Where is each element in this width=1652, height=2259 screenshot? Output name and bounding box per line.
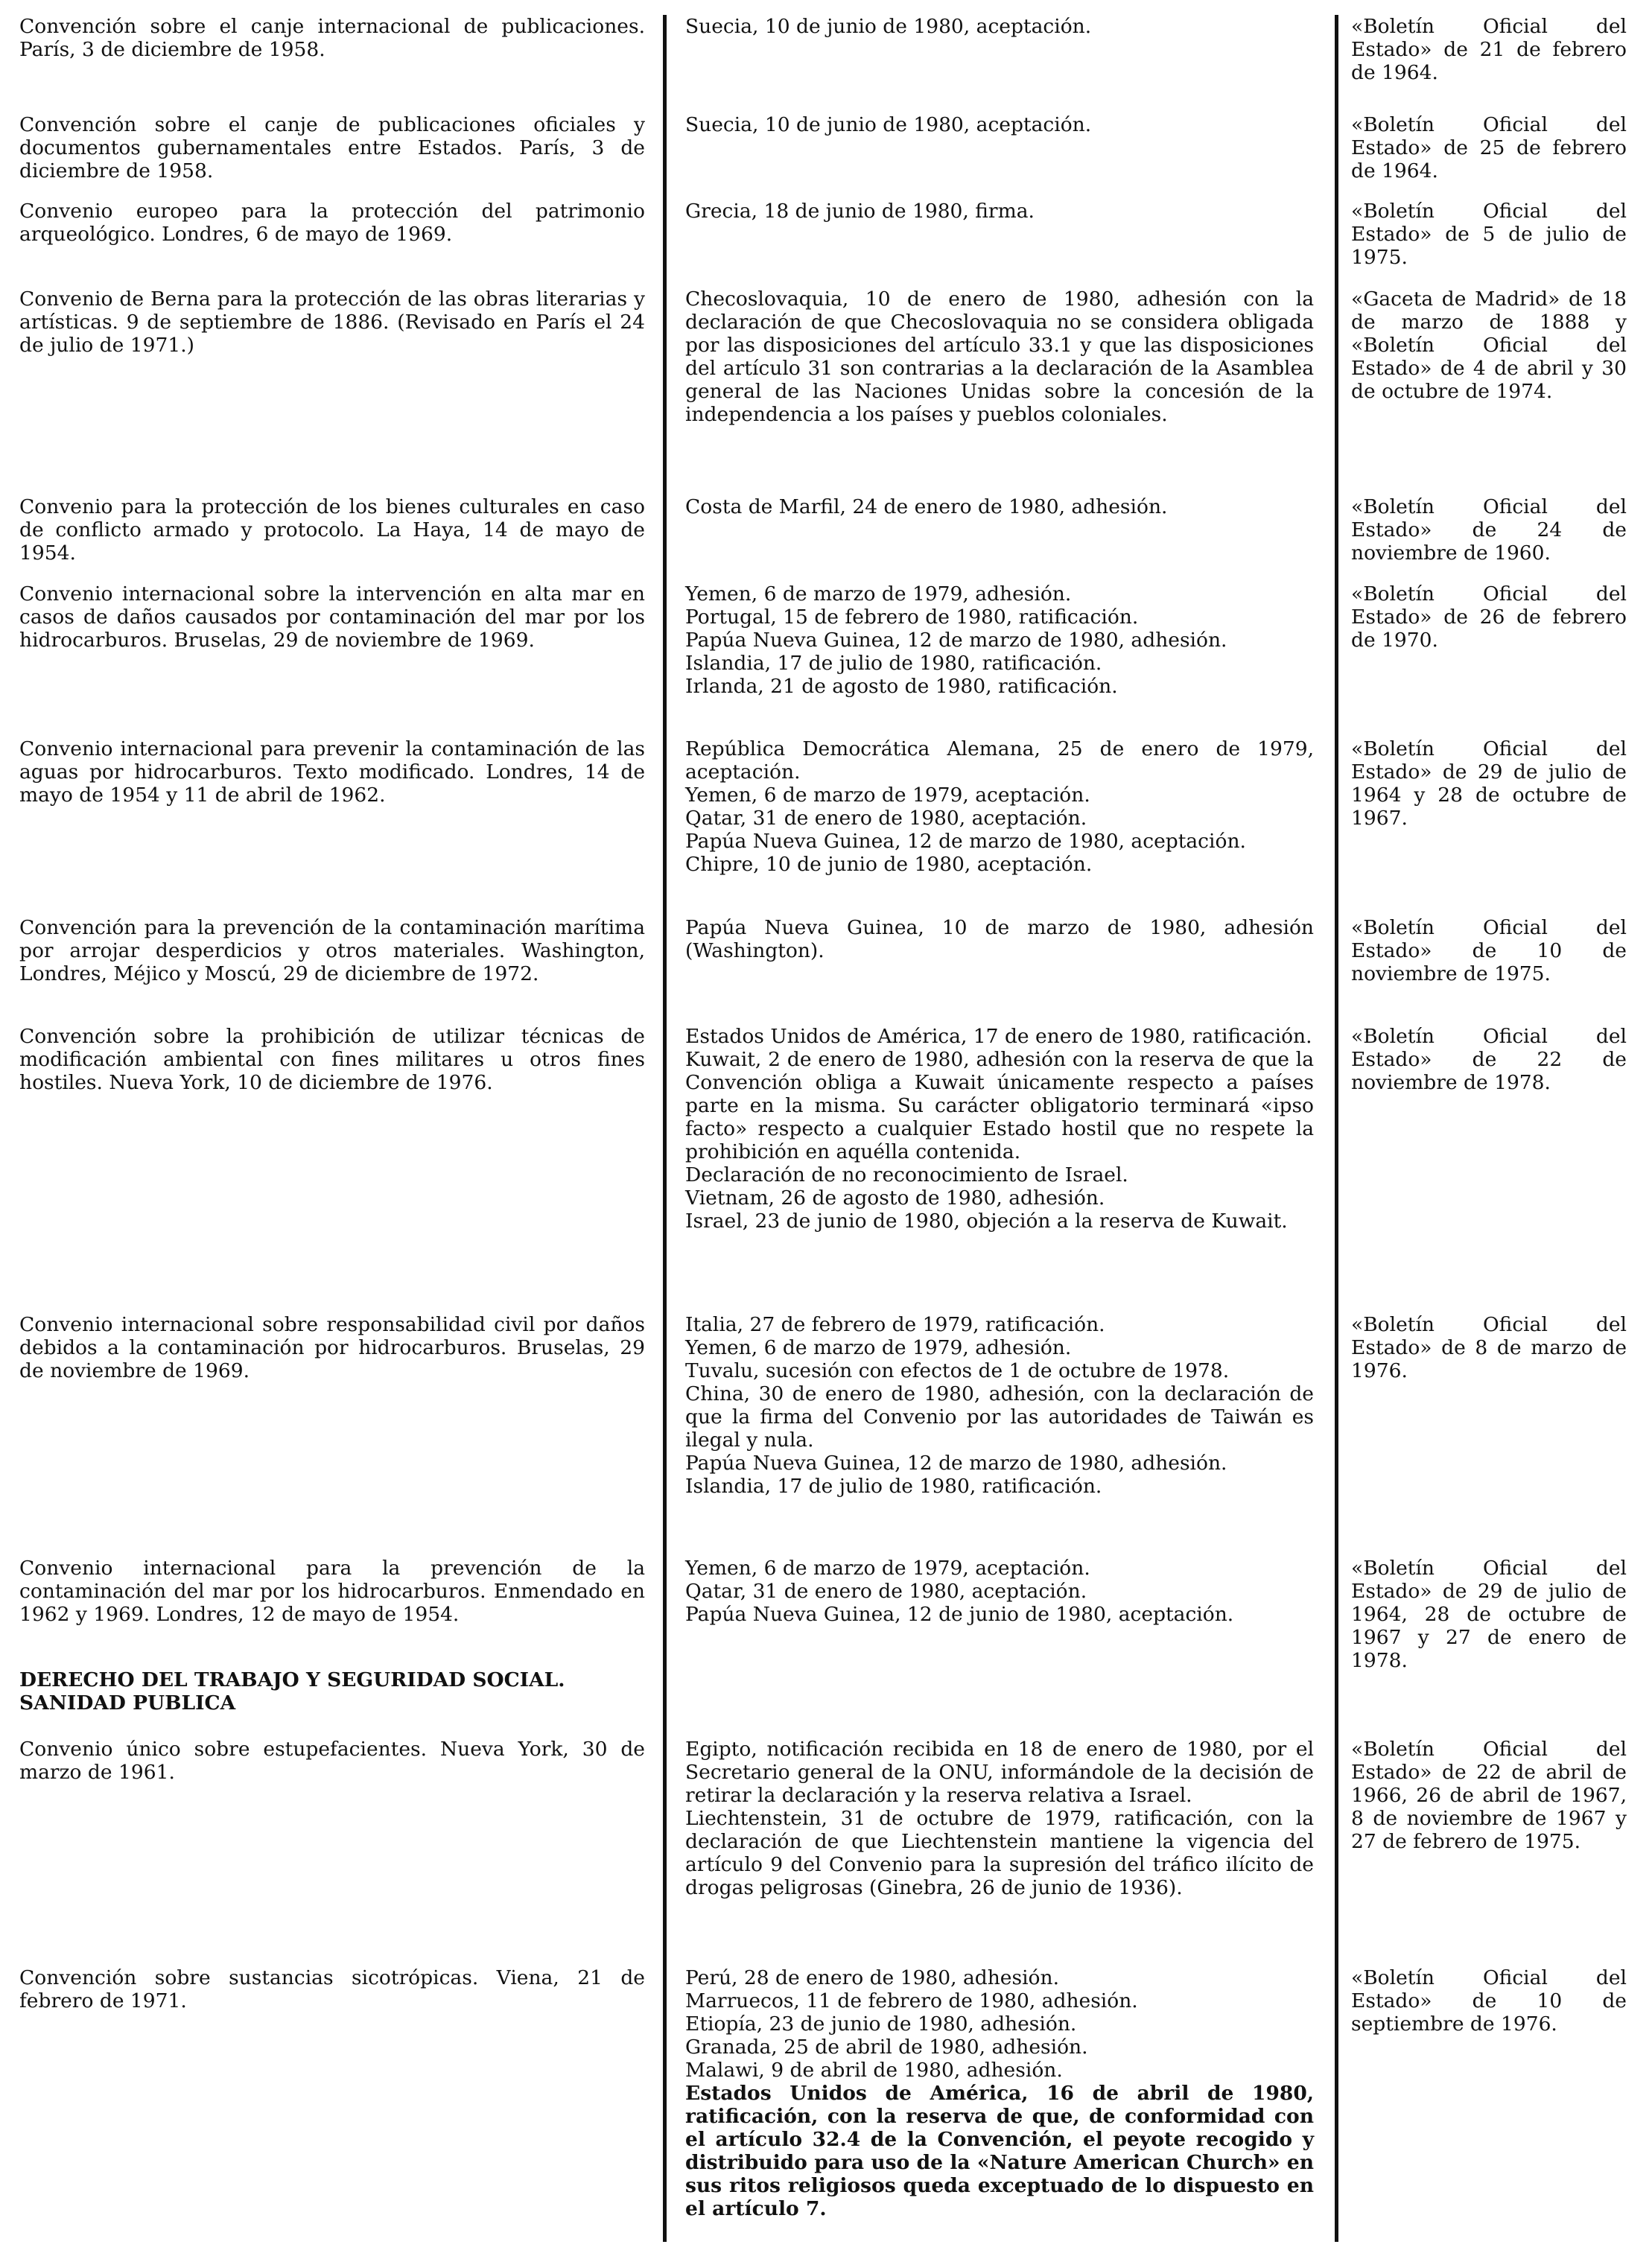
treaty-title: Convención para la prevención de la contaminación marítima por arrojar desperdicios y otros materiales. Washington, Londres, Méjico y Moscú, 29 de diciembre de 1972. [19,916,645,985]
state-action: China, 30 de enero de 1980, adhesión, con la declaración de que la firma del Convenio por las autoridades de Taiwán es ilegal y nula. [685,1382,1314,1452]
state-action: Granada, 25 de abril de 1980, adhesión. [685,2036,1088,2059]
state-action: Estados Unidos de América, 16 de abril de 1980, ratificación, con la reserva de que, de conformidad con el artículo 32.4 de la Convención, el peyote recogido y distribuido para uso de la «Nature American Church» en sus ritos religiosos queda exceptuado de lo dispuesto en el artículo 7. [685,2082,1314,2220]
treaty-title: Convención sobre el canje de publicaciones oficiales y documentos gubernamentales entre Estados. París, 3 de diciembre de 1958. [19,113,645,182]
state-action: Suecia, 10 de junio de 1980, aceptación. [685,15,1092,38]
state-action: Estados Unidos de América, 17 de enero de 1980, ratificación. [685,1025,1312,1048]
boe-reference: «Boletín Oficial del Estado» de 5 de julio de 1975. [1351,200,1627,269]
state-action: Papúa Nueva Guinea, 12 de marzo de 1980, adhesión. [685,629,1227,652]
state-actions [685,1025,1314,1233]
boe-reference: «Boletín Oficial del Estado» de 24 de noviembre de 1960. [1351,495,1627,565]
boe-reference: «Boletín Oficial del Estado» de 22 de abril de 1966, 26 de abril de 1967, 8 de noviembre de 1967 y 27 de febrero de 1975. [1351,1738,1627,1853]
treaty-title: Convenio internacional para la prevención de la contaminación del mar por los hidrocarburos. Enmendado en 1962 y 1969. Londres, 12 de mayo de 1954. [19,1557,645,1626]
boe-reference: «Boletín Oficial del Estado» de 10 de noviembre de 1975. [1351,916,1627,985]
state-action: Perú, 28 de enero de 1980, adhesión. [685,1966,1059,1989]
boe-reference: «Boletín Oficial del Estado» de 8 de marzo de 1976. [1351,1313,1627,1382]
state-action: Yemen, 6 de marzo de 1979, aceptación. [685,1557,1090,1580]
state-action: Tuvalu, sucesión con efectos de 1 de octubre de 1978. [685,1359,1230,1382]
treaty-title: Convenio único sobre estupefacientes. Nueva York, 30 de marzo de 1961. [19,1738,645,1784]
state-action: Liechtenstein, 31 de octubre de 1979, ratificación, con la declaración de que Liechtenstein mantiene la vigencia del artículo 9 del Convenio para la supresión del tráfico ilícito de drogas peligrosas (Ginebra, 26 de junio de 1936). [685,1807,1314,1899]
state-actions [685,1966,1314,2220]
state-action: Suecia, 10 de junio de 1980, aceptación. [685,113,1092,136]
state-actions [685,1557,1314,1626]
state-action: Egipto, notificación recibida en 18 de enero de 1980, por el Secretario general de la ONU, informándole de la decisión de retirar la declaración y la reserva relativa a Israel. [685,1738,1314,1807]
treaty-title: Convención sobre la prohibición de utilizar técnicas de modificación ambiental con fines militares u otros fines hostiles. Nueva York, 10 de diciembre de 1976. [19,1025,645,1094]
state-actions [685,200,1314,223]
treaty-title: Convenio de Berna para la protección de las obras literarias y artísticas. 9 de septiembre de 1886. (Revisado en París el 24 de julio de 1971.) [19,287,645,357]
section-heading: DERECHO DEL TRABAJO Y SEGURIDAD SOCIAL. SANIDAD PUBLICA [19,1668,565,1715]
state-actions [685,1313,1314,1498]
state-action: República Democrática Alemana, 25 de enero de 1979, aceptación. [685,737,1314,784]
state-actions [685,737,1314,876]
state-actions [685,582,1314,698]
column-divider-left [663,15,667,2242]
state-actions [685,916,1314,962]
state-action: Islandia, 17 de julio de 1980, ratificación. [685,1475,1102,1498]
state-action: Papúa Nueva Guinea, 12 de marzo de 1980, adhesión. [685,1452,1227,1475]
state-action: Irlanda, 21 de agosto de 1980, ratificación. [685,675,1118,698]
column-divider-right [1335,15,1338,2242]
state-action: Israel, 23 de junio de 1980, objeción a la reserva de Kuwait. [685,1210,1288,1233]
boe-reference: «Boletín Oficial del Estado» de 25 de febrero de 1964. [1351,113,1627,182]
state-action: Qatar, 31 de enero de 1980, aceptación. [685,1580,1087,1603]
boe-reference: «Boletín Oficial del Estado» de 10 de septiembre de 1976. [1351,1966,1627,2036]
state-action: Qatar, 31 de enero de 1980, aceptación. [685,807,1087,830]
state-actions [685,1738,1314,1899]
treaty-title: Convenio internacional sobre la intervención en alta mar en casos de daños causados por contaminación del mar por los hidrocarburos. Bruselas, 29 de noviembre de 1969. [19,582,645,652]
state-action: Yemen, 6 de marzo de 1979, adhesión. [685,1336,1072,1359]
state-action: Papúa Nueva Guinea, 12 de junio de 1980, aceptación. [685,1603,1234,1626]
state-action: Etiopía, 23 de junio de 1980, adhesión. [685,2012,1077,2036]
state-actions [685,287,1314,426]
state-action: Yemen, 6 de marzo de 1979, aceptación. [685,784,1090,807]
boe-reference: «Boletín Oficial del Estado» de 21 de febrero de 1964. [1351,15,1627,84]
boe-reference: «Boletín Oficial del Estado» de 22 de noviembre de 1978. [1351,1025,1627,1094]
state-action: Papúa Nueva Guinea, 12 de marzo de 1980, aceptación. [685,830,1246,853]
boe-reference: «Gaceta de Madrid» de 18 de marzo de 1888 y «Boletín Oficial del Estado» de 4 de abril y 30 de octubre de 1974. [1351,287,1627,403]
state-actions [685,495,1314,518]
state-action: Islandia, 17 de julio de 1980, ratificación. [685,652,1102,675]
state-action: Italia, 27 de febrero de 1979, ratificación. [685,1313,1105,1336]
state-actions [685,113,1314,136]
state-action: Kuwait, 2 de enero de 1980, adhesión con la reserva de que la Convención obliga a Kuwait únicamente respecto a países parte en la misma. Su carácter obligatorio terminará «ipso facto» respecto a cualquier Estado hostil que no respete la prohibición en aquélla contenida. [685,1048,1314,1163]
state-action: Chipre, 10 de junio de 1980, aceptación. [685,853,1093,876]
boe-reference: «Boletín Oficial del Estado» de 26 de febrero de 1970. [1351,582,1627,652]
state-actions [685,15,1314,38]
boe-reference: «Boletín Oficial del Estado» de 29 de julio de 1964 y 28 de octubre de 1967. [1351,737,1627,830]
state-action: Grecia, 18 de junio de 1980, firma. [685,200,1035,223]
treaty-title: Convenio europeo para la protección del patrimonio arqueológico. Londres, 6 de mayo de 1969. [19,200,645,246]
treaty-title: Convenio internacional sobre responsabilidad civil por daños debidos a la contaminación por hidrocarburos. Bruselas, 29 de noviembre de 1969. [19,1313,645,1382]
state-action: Checoslovaquia, 10 de enero de 1980, adhesión con la declaración de que Checoslovaquia no se considera obligada por las disposiciones del artículo 33.1 y que las disposiciones del artículo 31 son contrarias a la declaración de la Asamblea general de las Naciones Unidas sobre la concesión de la independencia a los países y pueblos coloniales. [685,287,1314,426]
state-action: Yemen, 6 de marzo de 1979, adhesión. [685,582,1072,606]
state-action: Papúa Nueva Guinea, 10 de marzo de 1980, adhesión (Washington). [685,916,1314,962]
treaty-title: Convenio internacional para prevenir la contaminación de las aguas por hidrocarburos. Texto modificado. Londres, 14 de mayo de 1954 y 11 de abril de 1962. [19,737,645,807]
treaty-title: Convención sobre sustancias sicotrópicas. Viena, 21 de febrero de 1971. [19,1966,645,2012]
treaty-title: Convenio para la protección de los bienes culturales en caso de conflicto armado y protocolo. La Haya, 14 de mayo de 1954. [19,495,645,565]
state-action: Declaración de no reconocimiento de Israel. [685,1163,1128,1186]
treaty-title: Convención sobre el canje internacional de publicaciones. París, 3 de diciembre de 1958. [19,15,645,61]
state-action: Vietnam, 26 de agosto de 1980, adhesión. [685,1186,1105,1210]
boe-reference: «Boletín Oficial del Estado» de 29 de julio de 1964, 28 de octubre de 1967 y 27 de enero de 1978. [1351,1557,1627,1672]
state-action: Marruecos, 11 de febrero de 1980, adhesión. [685,1989,1138,2012]
state-action: Malawi, 9 de abril de 1980, adhesión. [685,2059,1063,2082]
state-action: Portugal, 15 de febrero de 1980, ratificación. [685,606,1139,629]
state-action: Costa de Marfil, 24 de enero de 1980, adhesión. [685,495,1168,518]
